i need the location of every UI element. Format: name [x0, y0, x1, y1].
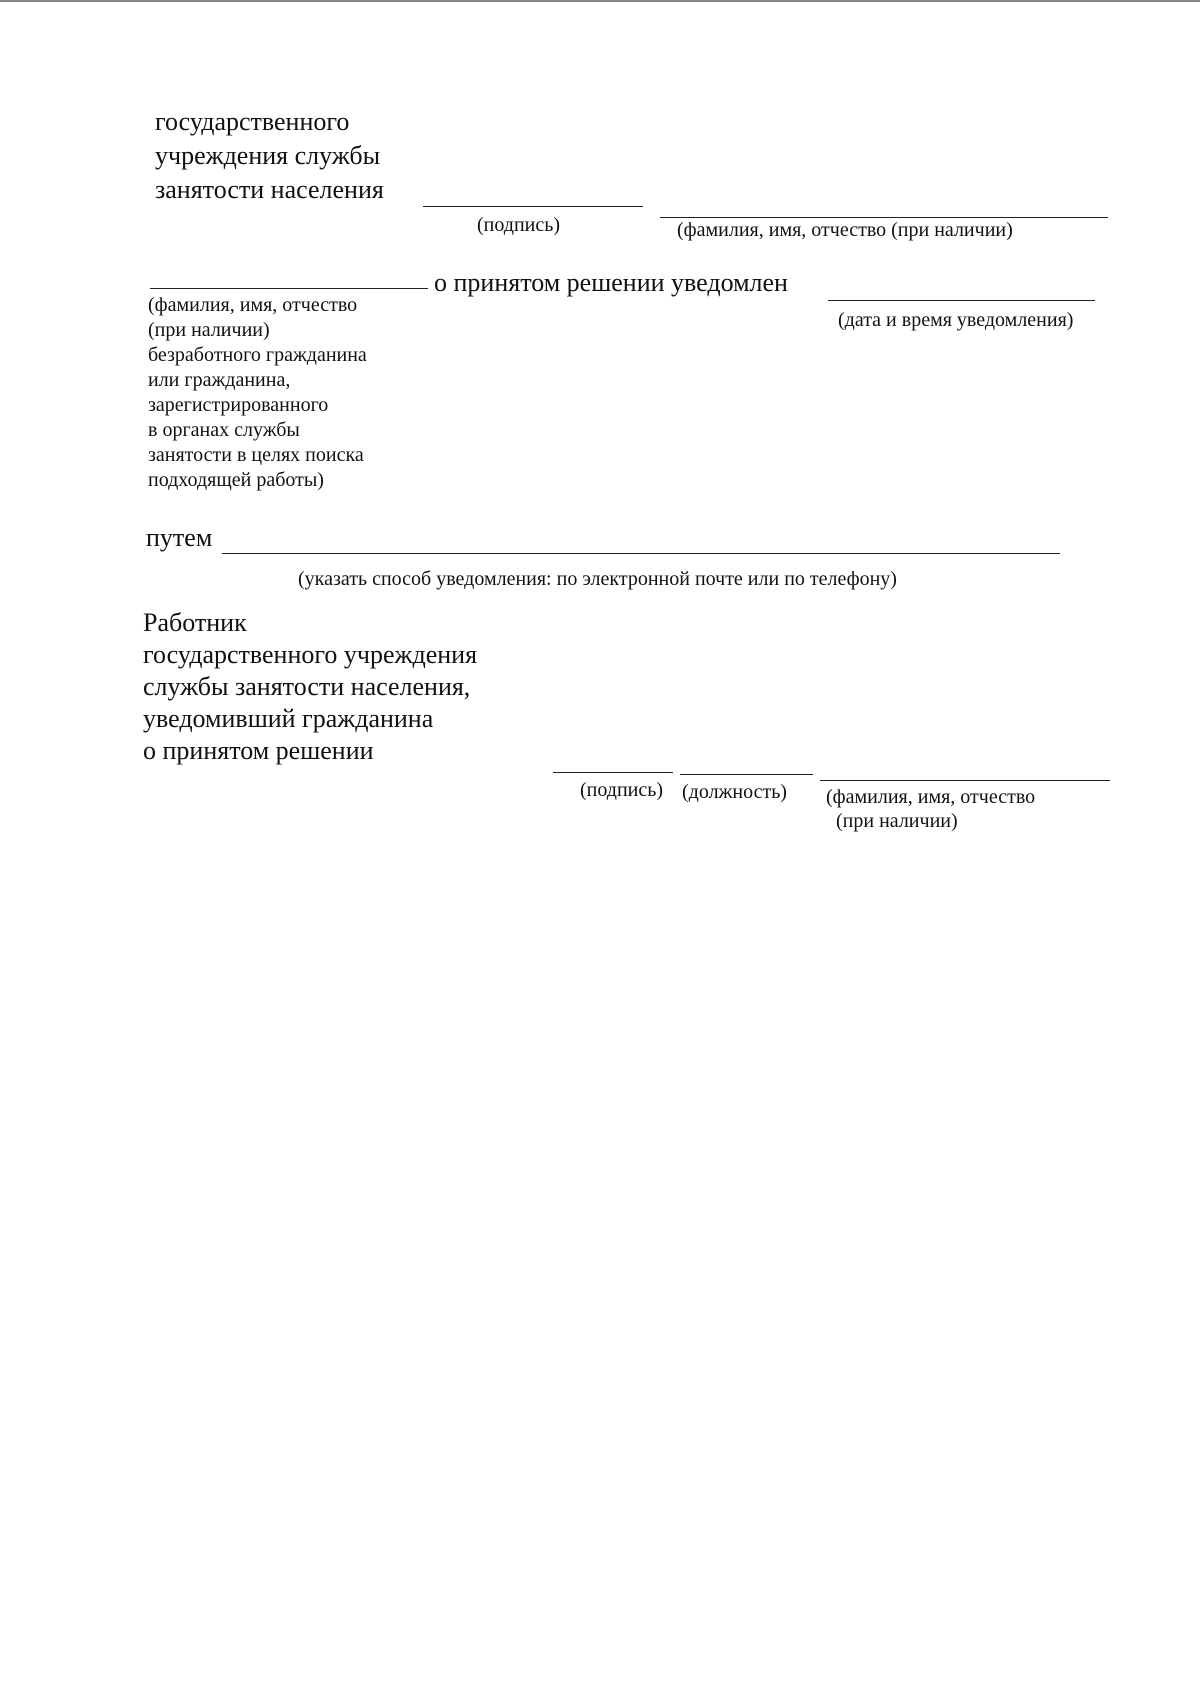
page-top-edge	[0, 0, 1200, 2]
citizen-caption-line: (фамилия, имя, отчество	[148, 294, 358, 316]
org-line-3: занятости населения	[155, 175, 384, 204]
employee-fio-caption-line-1: (фамилия, имя, отчество	[826, 786, 1036, 808]
citizen-caption-line: зарегистрированного	[148, 394, 329, 416]
employee-line: службы занятости населения,	[143, 672, 471, 701]
signature-caption: (подпись)	[477, 214, 561, 236]
employee-label	[143, 607, 477, 767]
method-caption: (указать способ уведомления: по электронной почте или по телефону)	[298, 568, 897, 590]
employee-line: о принятом решении	[143, 736, 374, 765]
citizen-caption-line: в органах службы	[148, 419, 300, 441]
citizen-caption-line: или гражданина,	[148, 369, 291, 391]
citizen-caption-line: безработного гражданина	[148, 344, 367, 366]
employee-fio-caption-line-2: (при наличии)	[836, 810, 958, 832]
org-line-2: учреждения службы	[155, 141, 381, 170]
citizen-caption	[148, 293, 367, 493]
by-means-label: путем	[146, 523, 213, 552]
employee-fio-line[interactable]	[820, 780, 1110, 781]
fio-caption: (фамилия, имя, отчество (при наличии)	[677, 219, 1013, 241]
employee-signature-caption: (подпись)	[580, 779, 664, 801]
citizen-caption-line: (при наличии)	[148, 319, 270, 341]
employee-position-caption: (должность)	[682, 781, 787, 803]
employee-line: Работник	[143, 608, 247, 637]
employee-position-line[interactable]	[680, 774, 813, 775]
citizen-caption-line: занятости в целях поиска	[148, 444, 364, 466]
citizen-caption-line: подходящей работы)	[148, 469, 324, 491]
notification-datetime-line[interactable]	[828, 300, 1095, 301]
employee-line: уведомивший гражданина	[143, 704, 434, 733]
notification-method-line[interactable]	[222, 553, 1060, 554]
employee-signature-line[interactable]	[553, 772, 673, 773]
citizen-fio-line[interactable]	[150, 288, 428, 289]
notified-text: о принятом решении уведомлен	[434, 268, 788, 297]
employee-line: государственного учреждения	[143, 640, 478, 669]
signature-line[interactable]	[423, 206, 643, 207]
org-line-1: государственного	[155, 107, 350, 136]
datetime-caption: (дата и время уведомления)	[838, 309, 1074, 331]
